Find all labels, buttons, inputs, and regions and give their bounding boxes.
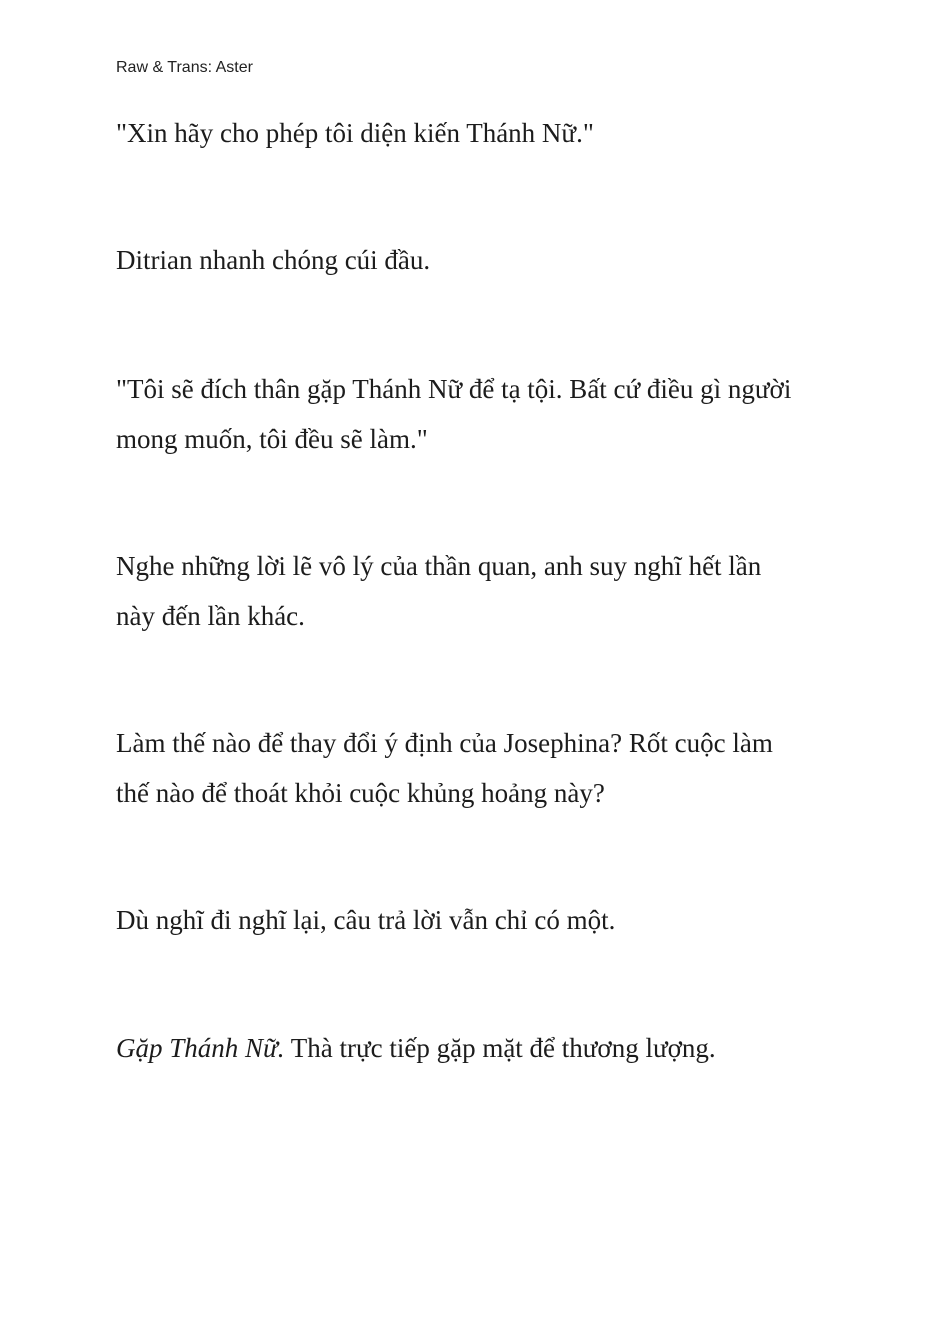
paragraph-4 [116,541,856,641]
text-line: "Xin hãy cho phép tôi diện kiến Thánh Nữ." [116,118,594,148]
text-line: Dù nghĩ đi nghĩ lại, câu trả lời vẫn chỉ có một. [116,905,616,935]
paragraph-2 [116,235,856,285]
text-line: này đến lần khác. [116,601,305,631]
text-line [116,1023,856,1073]
text-line: Làm thế nào để thay đổi ý định của Josephina? Rốt cuộc làm [116,728,773,758]
text-line: Nghe những lời lẽ vô lý của thần quan, anh suy nghĩ hết lần [116,551,762,581]
text-span: Thà trực tiếp gặp mặt để thương lượng. [284,1033,716,1063]
paragraph-6 [116,895,856,945]
text-line: thế nào để thoát khỏi cuộc khủng hoảng này? [116,778,605,808]
italic-emphasis: Gặp Thánh Nữ. [116,1033,285,1063]
text-line: Ditrian nhanh chóng cúi đầu. [116,245,431,275]
text-line: "Tôi sẽ đích thân gặp Thánh Nữ để tạ tội. Bất cứ điều gì người [116,374,792,404]
paragraph-3 [116,364,856,464]
text-line: mong muốn, tôi đều sẽ làm." [116,424,428,454]
translator-credit: Raw & Trans: Aster [116,59,253,76]
paragraph-5 [116,718,856,818]
paragraph-7 [116,1023,856,1073]
paragraph-1 [116,108,856,158]
